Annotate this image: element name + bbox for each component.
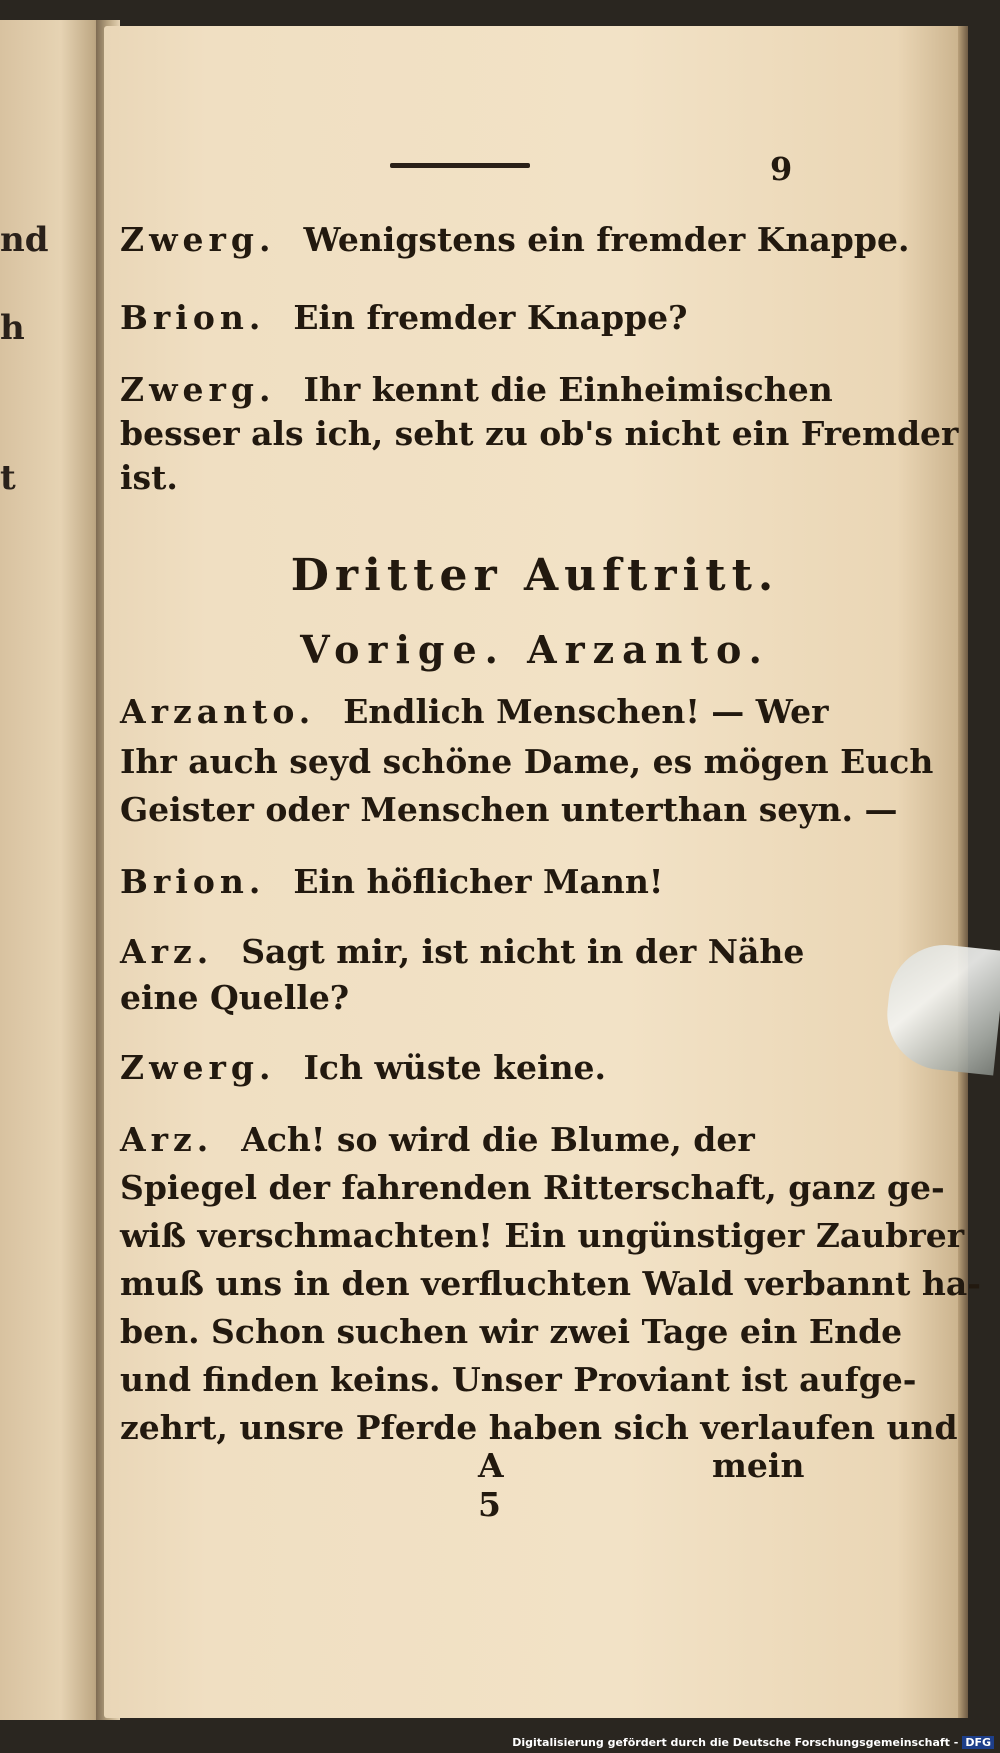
speaker-name: Arz.: [120, 932, 214, 971]
line-text: ben. Schon suchen wir zwei Tage ein Ende: [120, 1312, 903, 1351]
speaker-name: Arzanto.: [120, 692, 316, 731]
line-text: Endlich Menschen! — Wer: [343, 692, 829, 731]
text-line: [120, 1406, 958, 1450]
line-text: Wenigstens ein fremder Knappe.: [303, 220, 910, 259]
line-text: Spiegel der fahrenden Ritterschaft, ganz ge-: [120, 1168, 945, 1207]
line-text: Ihr auch seyd schöne Dame, es mögen Euch: [120, 742, 934, 781]
text-line: [120, 412, 959, 456]
text-line: [120, 218, 910, 262]
line-text: wiß verschmachten! Ein ungünstiger Zaubrer: [120, 1216, 965, 1255]
line-text: Ihr kennt die Einheimischen: [303, 370, 833, 409]
speaker-name: Brion.: [120, 862, 266, 901]
page-edge: [958, 26, 968, 1718]
signature-mark: A 5: [478, 1446, 504, 1524]
left-page-fragment: h: [0, 308, 25, 348]
catchword: mein: [712, 1446, 805, 1485]
line-text: Ein fremder Knappe?: [293, 298, 688, 337]
text-line: [120, 690, 829, 734]
line-text: Geister oder Menschen unterthan seyn. —: [120, 790, 898, 829]
digitization-credit: [512, 1736, 994, 1749]
text-line: [120, 368, 833, 412]
text-line: [120, 788, 898, 832]
text-line: [120, 740, 934, 784]
speaker-name: Zwerg.: [120, 1048, 276, 1087]
left-page-fragment: nd: [0, 220, 49, 260]
page-number: 9: [770, 150, 793, 188]
left-page-fragment: t: [0, 458, 16, 498]
line-text: ist.: [120, 458, 178, 497]
text-line: [120, 1262, 981, 1306]
line-text: Ich wüste keine.: [303, 1048, 607, 1087]
header-rule: [390, 163, 530, 168]
line-text: Ach! so wird die Blume, der: [241, 1120, 755, 1159]
line-text: muß uns in den verfluchten Wald verbannt ha-: [120, 1264, 981, 1303]
text-line: [120, 296, 790, 340]
text-line: [120, 456, 790, 500]
speaker-name: Brion.: [120, 298, 266, 337]
text-line: [120, 860, 790, 904]
speaker-name: Arz.: [120, 1120, 214, 1159]
text-line: [120, 1310, 903, 1354]
speaker-name: Zwerg.: [120, 220, 276, 259]
credit-text: Digitalisierung gefördert durch die Deutsche Forschungsgemeinschaft -: [512, 1736, 959, 1749]
line-text: und finden keins. Unser Proviant ist aufge-: [120, 1360, 917, 1399]
scene-heading: Dritter Auftritt.: [290, 550, 780, 601]
speaker-name: Zwerg.: [120, 370, 276, 409]
dfg-logo: DFG: [962, 1736, 994, 1749]
text-line: [120, 930, 805, 974]
text-line: [120, 1046, 790, 1090]
text-line: [120, 976, 790, 1020]
left-page: [0, 20, 110, 1720]
text-line: [120, 1118, 790, 1162]
line-text: Sagt mir, ist nicht in der Nähe: [241, 932, 805, 971]
line-text: besser als ich, seht zu ob's nicht ein Fremder: [120, 414, 959, 453]
line-text: eine Quelle?: [120, 978, 350, 1017]
text-line: [120, 1166, 945, 1210]
text-line: [120, 1358, 917, 1402]
line-text: Ein höflicher Mann!: [293, 862, 664, 901]
line-text: zehrt, unsre Pferde haben sich verlaufen und: [120, 1408, 958, 1447]
text-line: [120, 1214, 965, 1258]
scene-cast: Vorige. Arzanto.: [300, 627, 770, 672]
